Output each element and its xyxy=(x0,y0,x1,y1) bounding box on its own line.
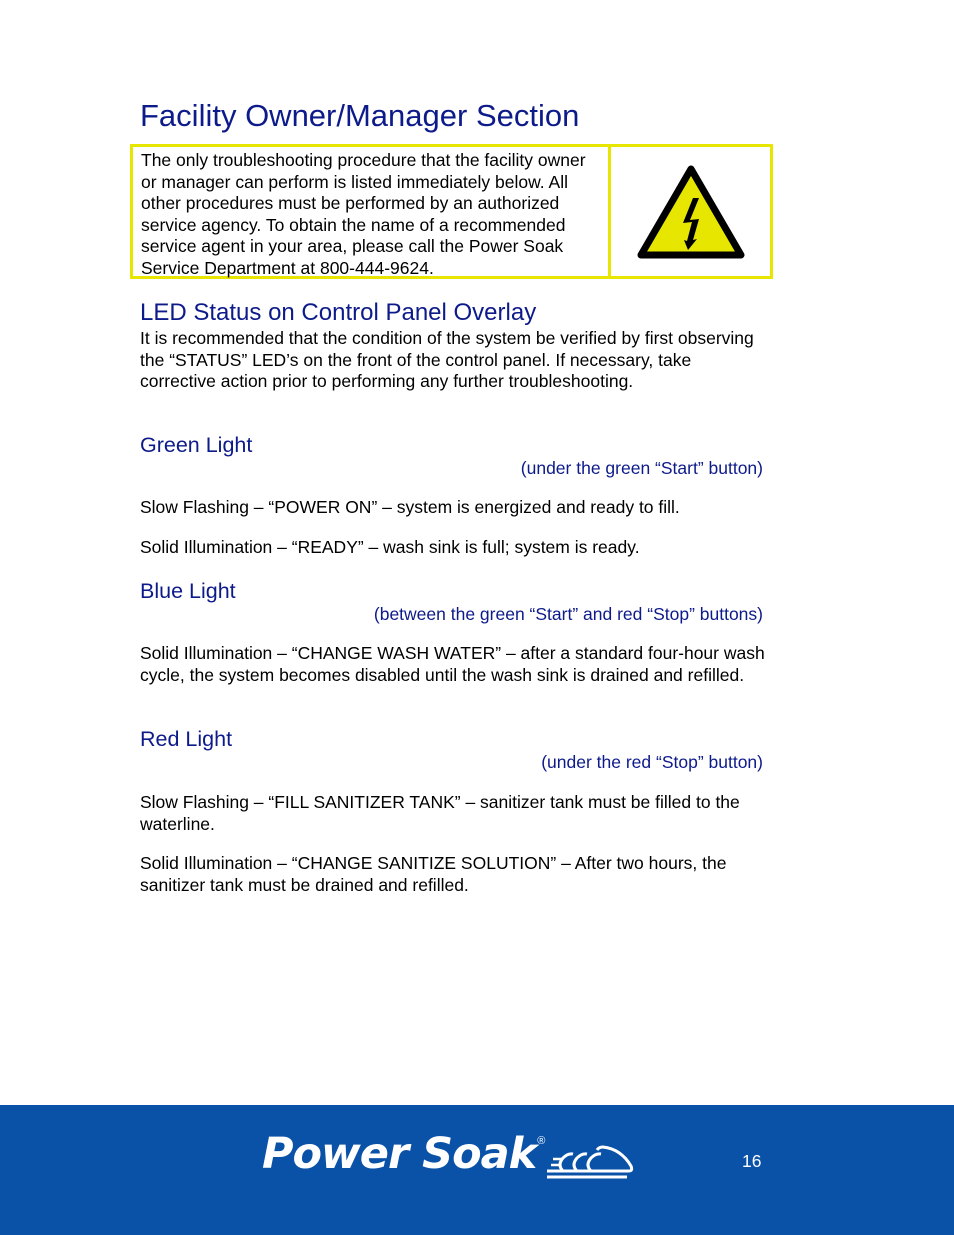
wave-logo-icon xyxy=(543,1141,635,1181)
red-light-heading: Red Light xyxy=(140,727,233,751)
led-section-heading: LED Status on Control Panel Overlay xyxy=(140,299,537,326)
red-light-location: (under the red “Stop” button) xyxy=(541,752,763,772)
registered-mark: ® xyxy=(537,1135,546,1147)
blue-light-heading: Blue Light xyxy=(140,579,236,603)
high-voltage-warning-icon xyxy=(637,165,745,259)
notice-box xyxy=(130,144,773,279)
led-section-intro: It is recommended that the condition of the system be verified by first observing the “STATUS” LED’s on the front of the control panel. If necessary, take corrective action prior to performing any further troubleshooting. xyxy=(140,328,754,392)
page-number: 16 xyxy=(742,1151,762,1171)
red-light-item: Slow Flashing – “FILL SANITIZER TANK” – sanitizer tank must be filled to the waterline. xyxy=(140,792,740,834)
green-light-item: Solid Illumination – “READY” – wash sink is full; system is ready. xyxy=(140,537,640,557)
notice-text: The only troubleshooting procedure that the facility owner or manager can perform is listed immediately below. All other procedures must be performed by an authorized service agency. To obtain the name of a recommended service agent in your area, please call the Power Soak Service Department at 800-444-9624. xyxy=(133,147,611,276)
power-soak-logo xyxy=(262,1129,635,1181)
footer-bar xyxy=(0,1105,954,1235)
blue-light-location: (between the green “Start” and red “Stop” buttons) xyxy=(373,604,763,624)
green-light-item: Slow Flashing – “POWER ON” – system is energized and ready to fill. xyxy=(140,497,680,517)
green-light-heading: Green Light xyxy=(140,433,253,457)
red-light-item: Solid Illumination – “CHANGE SANITIZE SOLUTION” – After two hours, the sanitizer tank must be drained and refilled. xyxy=(140,853,727,895)
green-light-location: (under the green “Start” button) xyxy=(520,458,763,478)
page-title: Facility Owner/Manager Section xyxy=(140,98,580,133)
logo-text: Power Soak xyxy=(262,1129,537,1179)
blue-light-item: Solid Illumination – “CHANGE WASH WATER” – after a standard four-hour wash cycle, the system becomes disabled until the wash sink is drained and refilled. xyxy=(140,643,765,685)
notice-icon-cell xyxy=(611,147,770,276)
